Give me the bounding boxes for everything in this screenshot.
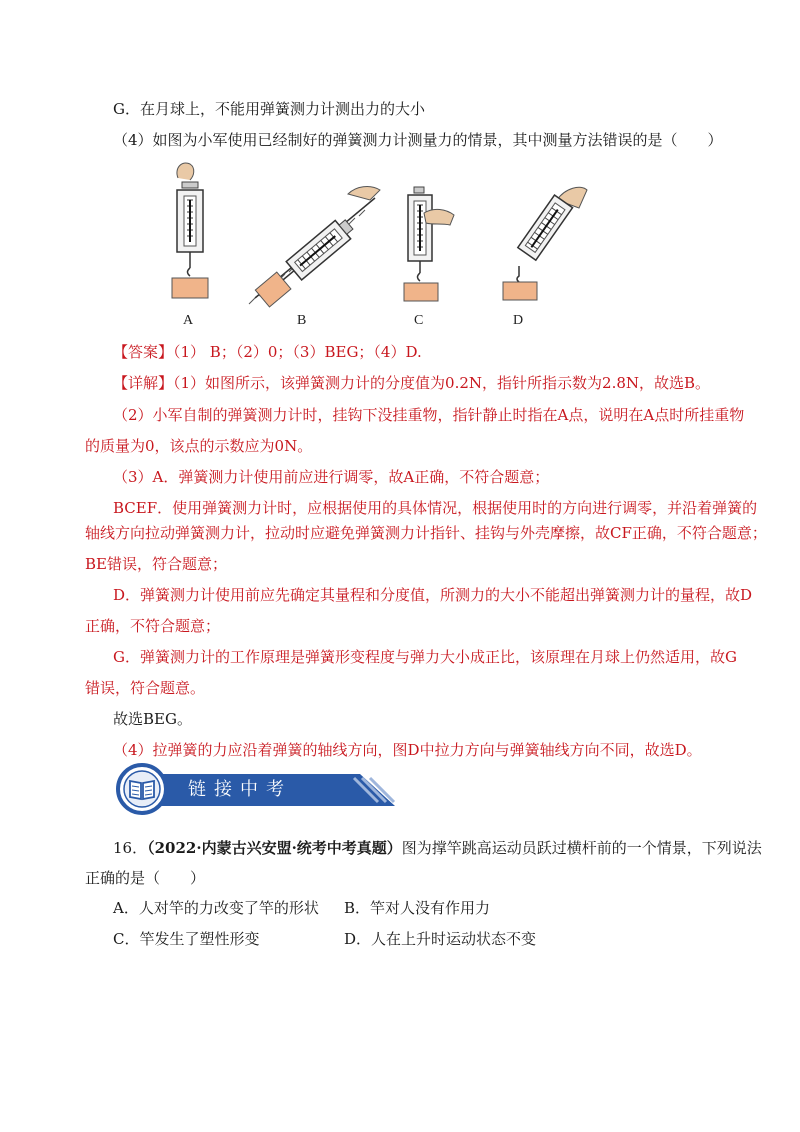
section-banner (110, 762, 400, 816)
detail-2b-text: 的质量为0，该点的示数应为0N。 (85, 437, 313, 455)
detail-3c-text: 轴线方向拉动弹簧测力计，拉动时应避免弹簧测力计指针、挂钩与外壳摩擦，故CF正确，不符合题意； (85, 524, 767, 542)
banner-title: 链接中考 (188, 779, 292, 800)
figure-label-c: C (414, 313, 424, 328)
detail-3b-text: BCEF．使用弹簧测力计时，应根据使用的具体情况，根据使用时的方向进行调零，并沿着弹簧的 (113, 499, 758, 517)
figure-label-d: D (513, 313, 524, 328)
question-source: （2022·内蒙古兴安盟·统考中考真题） (147, 839, 402, 857)
figure-label-b: B (297, 313, 307, 328)
question-4-text: （4）如图为小军使用已经制好的弹簧测力计测量力的情景，其中测量方法错误的是（ ） (113, 131, 723, 149)
detail-3a-text: （3）A．弹簧测力计使用前应进行调零，故A正确，不符合题意； (113, 468, 550, 486)
question-number: 16． (113, 839, 148, 857)
figure-b-spring-scale (240, 180, 380, 305)
book-icon (128, 777, 156, 801)
figure-label-a: A (183, 313, 194, 328)
option-a: A．人对竿的力改变了竿的形状 (113, 899, 319, 917)
detail-3h-text: 错误，符合题意。 (85, 679, 206, 697)
detail-3d-text: BE错误，符合题意； (85, 555, 227, 573)
detail-3e-text: D．弹簧测力计使用前应先确定其量程和分度值，所测力的大小不能超出弹簧测力计的量程，故D (113, 586, 753, 604)
detail-3g-text: G．弹簧测力计的工作原理是弹簧形变程度与弹力大小成正比，该原理在月球上仍然适用，故G (113, 648, 737, 666)
figure-d-spring-scale (495, 180, 590, 305)
detail-1-text: 【详解】（1）如图所示，该弹簧测力计的分度值为0.2N，指针所指示数为2.8N，故选B。 (113, 374, 711, 392)
detail-3f-text: 正确，不符合题意； (85, 617, 221, 635)
option-d: D．人在上升时运动状态不变 (344, 930, 537, 948)
question-stem-a: 图为撑竿跳高运动员跃过横杆前的一个情景，下列说法 (401, 839, 762, 857)
question-stem-b: 正确的是（ ） (85, 869, 206, 887)
option-b: B．竿对人没有作用力 (344, 899, 491, 917)
figure-c-spring-scale (398, 185, 458, 305)
option-c: C．竿发生了塑性形变 (113, 930, 260, 948)
option-g-text: G．在月球上，不能用弹簧测力计测出力的大小 (113, 100, 425, 118)
detail-4-text: （4）拉弹簧的力应沿着弹簧的轴线方向，图D中拉力方向与弹簧轴线方向不同，故选D。 (113, 741, 702, 759)
question-16-line1 (113, 837, 762, 859)
answer-text: 【答案】（1） B；（2）0；（3）BEG；（4）D. (113, 343, 422, 361)
figure-a-spring-scale (160, 160, 220, 305)
detail-2a-text: （2）小军自制的弹簧测力计时，挂钩下没挂重物，指针静止时指在A点，说明在A点时所挂重物 (113, 406, 745, 424)
detail-3i-text: 故选BEG。 (113, 710, 192, 728)
